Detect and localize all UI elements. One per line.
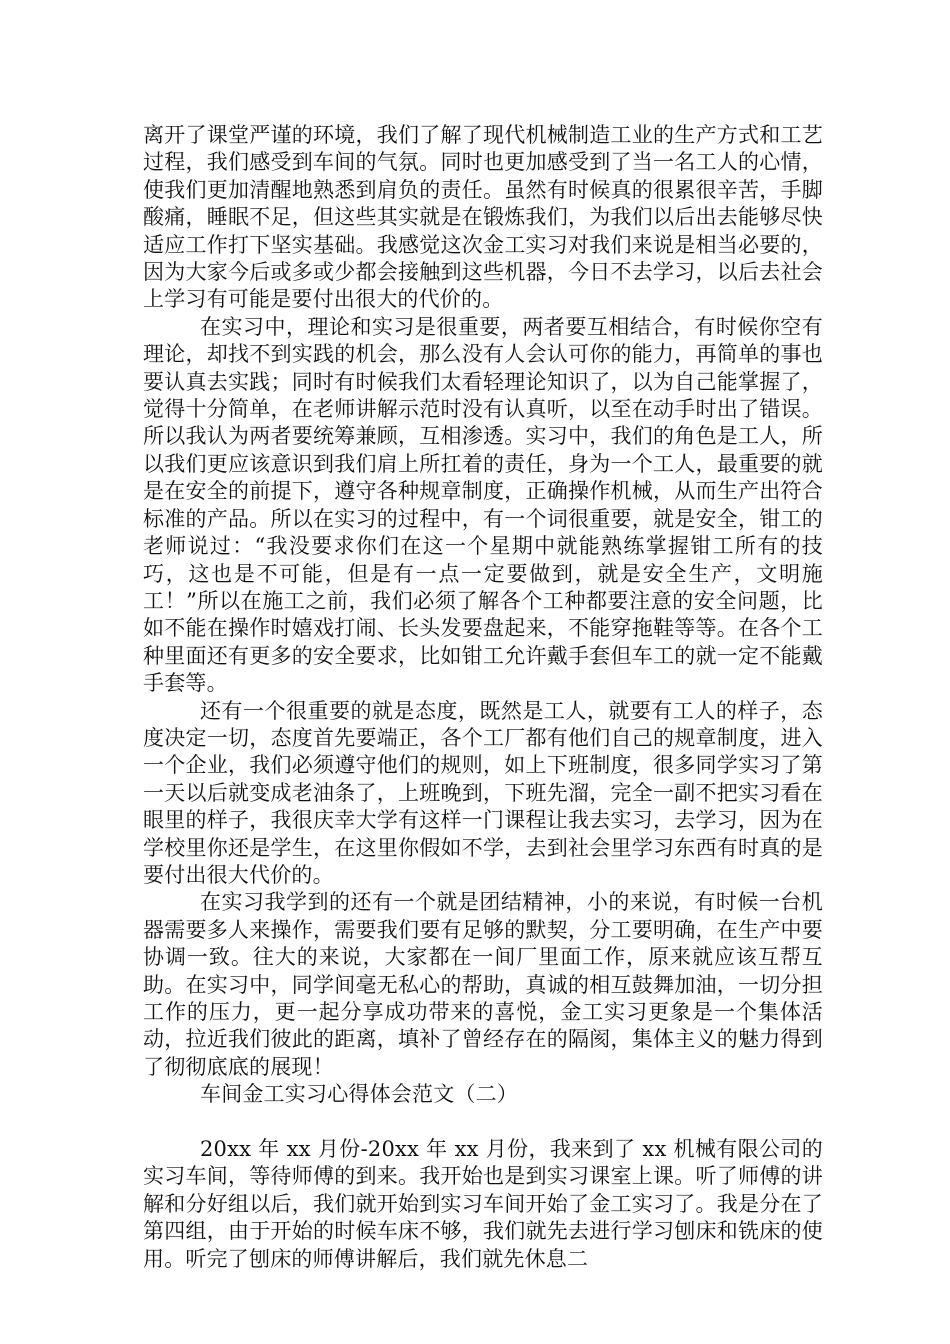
paragraph-2: 在实习中，理论和实习是很重要，两者要互相结合，有时候你空有理论，却找不到实践的机会，那么没有人会认可你的能力，再简单的事也要认真去实践；同时有时候我们太看轻理论知识了，以为自己能掌握了，觉得十分简单，在老师讲解示范时没有认真听，以至在动手时出了错误。所以我认为两者要统筹兼顾，互相渗透。实习中，我们的角色是工人，所以我们更应该意识到我们肩上所扛着的责任，身为一个工人，最重要的就是在安全的前提下，遵守各种规章制度，正确操作机械，从而生产出符合标准的产品。所以在实习的过程中，有一个词很重要，就是安全，钳工的老师说过：“我没要求你们在这一个星期中就能熟练掌握钳工所有的技巧，这也是不可能，但是有一点一定要做到，就是安全生产，文明施工！”所以在施工之前，我们必须了解各个工种都要注意的安全问题，比如不能在操作时嬉戏打闹、长头发要盘起来，不能穿拖鞋等等。在各个工种里面还有更多的安全要求，比如钳工允许戴手套但车工的就一定不能戴手套等。 xyxy=(143,314,823,696)
paragraph-4: 在实习我学到的还有一个就是团结精神，小的来说，有时候一台机器需要多人来操作，需要我们要有足够的默契，分工要明确，在生产中要协调一致。往大的来说，大家都在一间厂里面工作，原来就应该互帮互助。在实习中，同学间毫无私心的帮助，真诚的相互鼓舞加油，一切分担工作的压力，更一起分享成功带来的喜悦，金工实习更象是一个集体活动，拉近我们彼此的距离，填补了曾经存在的隔阂，集体主义的魅力得到了彻彻底底的展现！ xyxy=(143,890,823,1079)
paragraph-1: 离开了课堂严谨的环境，我们了解了现代机械制造工业的生产方式和工艺过程，我们感受到车间的气氛。同时也更加感受到了当一名工人的心情，使我们更加清醒地熟悉到肩负的责任。虽然有时候真的很累很辛苦，手脚酸痛，睡眠不足，但这些其实就是在锻炼我们，为我们以后出去能够尽快适应工作打下坚实基础。我感觉这次金工实习对我们来说是相当必要的，因为大家今后或多或少都会接触到这些机器，今日不去学习，以后去社会上学习有可能是要付出很大的代价的。 xyxy=(143,123,823,312)
paragraph-5: 20xx 年 xx 月份-20xx 年 xx 月份，我来到了 xx 机械有限公司的实习车间，等待师傅的到来。我开始也是到实习课室上课。听了师傅的讲解和分好组以后，我们就开始到实习车间开始了金工实习了。我是分在了第四组，由于开始的时候车床不够，我们就先去进行学习刨床和铣床的使用。听完了刨床的师傅讲解后，我们就先休息二 xyxy=(143,1137,823,1271)
section-heading: 车间金工实习心得体会范文（二） xyxy=(200,1082,518,1107)
blank-line xyxy=(143,1109,823,1136)
document-body xyxy=(143,122,823,1273)
paragraph-3: 还有一个很重要的就是态度，既然是工人，就要有工人的样子，态度决定一切，态度首先要端正，各个工厂都有他们自己的规章制度，进入一个企业，我们必须遵守他们的规则，如上下班制度，很多同学实习了第一天以后就变成老油条了，上班晚到，下班先溜，完全一副不把实习看在眼里的样子，我很庆幸大学有这样一门课程让我去实习，去学习，因为在学校里你还是学生，在这里你假如不学，去到社会里学习东西有时真的是要付出很大代价的。 xyxy=(143,698,823,887)
